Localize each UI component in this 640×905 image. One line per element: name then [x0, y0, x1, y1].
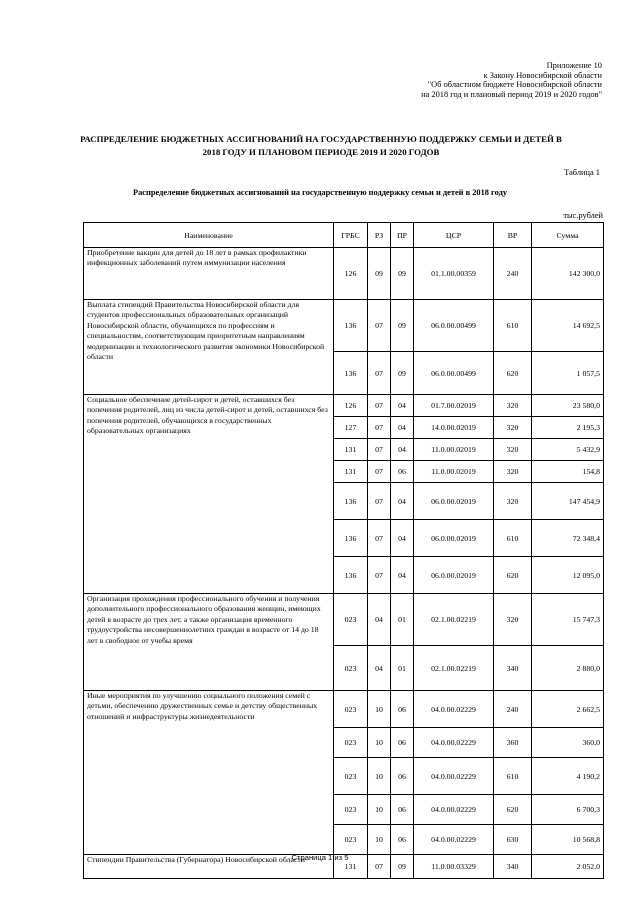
row-name: Социальное обеспечение детей-сирот и детей, оставшихся без попечения родителей, лиц из числа детей-сирот и детей, оставшихся без попечения родителей, обучающихся в государственных образовательных организациях: [84, 395, 334, 594]
cell-csr: 11.0.00.02019: [414, 461, 494, 483]
cell-csr: 04.0.00.02229: [414, 795, 494, 825]
row-name: Организация прохождения профессионального обучения и получения дополнительного профессионального образования женщин, имеющих детей в возрасте до трех лет, а также организация временного трудоустройства несовершеннолетних граждан в возрасте от 14 до 18 лет в свободное от учебы время: [84, 594, 334, 691]
cell-vr: 610: [494, 520, 532, 557]
cell-vr: 630: [494, 825, 532, 855]
cell-grbs: 136: [334, 352, 368, 395]
cell-grbs: 126: [334, 395, 368, 417]
cell-vr: 320: [494, 395, 532, 417]
cell-csr: 04.0.00.02229: [414, 728, 494, 758]
table-row: [84, 248, 604, 300]
header-sum: Сумма: [532, 223, 604, 248]
cell-csr: 04.0.00.02229: [414, 758, 494, 795]
cell-csr: 06.0.00.02019: [414, 557, 494, 594]
cell-sum: 142 300,0: [532, 248, 604, 300]
cell-rz: 07: [368, 300, 391, 352]
cell-rz: 07: [368, 557, 391, 594]
table-label: Таблица 1: [564, 168, 600, 177]
cell-grbs: 136: [334, 520, 368, 557]
cell-sum: 154,8: [532, 461, 604, 483]
cell-rz: 07: [368, 483, 391, 520]
row-name: Выплата стипендий Правительства Новосибирской области для студентов профессиональных образовательных организаций Новосибирской области, обучающихся по профессиям и специальностям, соответствующим приоритетным направлениям модернизации и технологического развития экономики Новосибирской области: [84, 300, 334, 395]
cell-csr: 02.1.00.02219: [414, 646, 494, 691]
cell-pr: 01: [391, 646, 414, 691]
cell-grbs: 136: [334, 300, 368, 352]
cell-sum: 2 880,0: [532, 646, 604, 691]
cell-pr: 04: [391, 520, 414, 557]
cell-vr: 320: [494, 417, 532, 439]
cell-vr: 320: [494, 461, 532, 483]
document-title: РАСПРЕДЕЛЕНИЕ БЮДЖЕТНЫХ АССИГНОВАНИЙ НА ГОСУДАРСТВЕННУЮ ПОДДЕРЖКУ СЕМЬИ И ДЕТЕЙ В 2018 ГОДУ И ПЛАНОВОМ ПЕРИОДЕ 2019 И 2020 ГОДОВ: [80, 134, 562, 157]
cell-sum: 2 052,0: [532, 855, 604, 879]
cell-grbs: 136: [334, 557, 368, 594]
header-vr: ВР: [494, 223, 532, 248]
cell-pr: 04: [391, 439, 414, 461]
cell-pr: 04: [391, 557, 414, 594]
cell-vr: 340: [494, 855, 532, 879]
cell-vr: 620: [494, 352, 532, 395]
cell-rz: 09: [368, 248, 391, 300]
cell-grbs: 023: [334, 594, 368, 646]
cell-grbs: 131: [334, 439, 368, 461]
cell-pr: 06: [391, 728, 414, 758]
cell-csr: 01.7.00.02019: [414, 395, 494, 417]
cell-vr: 620: [494, 557, 532, 594]
row-name: Приобретение вакцин для детей до 18 лет в рамках профилактики инфекционных заболеваний путем иммунизации населения: [84, 248, 334, 300]
cell-rz: 04: [368, 594, 391, 646]
appendix-line: Приложение 10: [546, 61, 602, 70]
cell-sum: 6 700,3: [532, 795, 604, 825]
cell-csr: 14.0.00.02019: [414, 417, 494, 439]
cell-csr: 11.0.00.02019: [414, 439, 494, 461]
header-rz: РЗ: [368, 223, 391, 248]
cell-rz: 07: [368, 417, 391, 439]
cell-pr: 04: [391, 395, 414, 417]
cell-sum: 14 692,5: [532, 300, 604, 352]
cell-rz: 07: [368, 461, 391, 483]
cell-rz: 07: [368, 395, 391, 417]
cell-grbs: 127: [334, 417, 368, 439]
cell-rz: 07: [368, 352, 391, 395]
cell-pr: 06: [391, 758, 414, 795]
cell-vr: 320: [494, 483, 532, 520]
cell-sum: 2 662,5: [532, 691, 604, 728]
units-label: тыс.рублей: [563, 211, 603, 220]
cell-vr: 320: [494, 594, 532, 646]
cell-pr: 01: [391, 594, 414, 646]
table-row: [84, 691, 604, 728]
cell-rz: 10: [368, 758, 391, 795]
cell-grbs: 023: [334, 691, 368, 728]
cell-vr: 340: [494, 646, 532, 691]
cell-pr: 04: [391, 483, 414, 520]
cell-rz: 10: [368, 795, 391, 825]
page-footer: Страница 1 из 5: [291, 853, 349, 862]
cell-grbs: 023: [334, 825, 368, 855]
appendix-line: "Об областном бюджете Новосибирской области: [427, 80, 602, 90]
cell-grbs: 023: [334, 795, 368, 825]
cell-csr: 06.0.00.00499: [414, 352, 494, 395]
cell-pr: 09: [391, 300, 414, 352]
cell-rz: 04: [368, 646, 391, 691]
cell-sum: 360,0: [532, 728, 604, 758]
cell-vr: 610: [494, 300, 532, 352]
cell-pr: 04: [391, 417, 414, 439]
cell-csr: 06.0.00.02019: [414, 520, 494, 557]
cell-pr: 06: [391, 461, 414, 483]
cell-sum: 2 195,3: [532, 417, 604, 439]
header-grbs: ГРБС: [334, 223, 368, 248]
cell-grbs: 131: [334, 855, 368, 879]
row-name: Иные мероприятия по улучшению социального положения семей с детьми, обеспечению дружественных семье и детству общественных отношений и инфраструктуры жизнедеятельности: [84, 691, 334, 855]
cell-grbs: 126: [334, 248, 368, 300]
cell-rz: 10: [368, 691, 391, 728]
cell-vr: 360: [494, 728, 532, 758]
cell-csr: 01.1.00.00359: [414, 248, 494, 300]
cell-sum: 4 190,2: [532, 758, 604, 795]
cell-pr: 09: [391, 855, 414, 879]
cell-sum: 10 568,8: [532, 825, 604, 855]
table-row: [84, 395, 604, 417]
cell-grbs: 023: [334, 758, 368, 795]
cell-vr: 240: [494, 248, 532, 300]
cell-sum: 15 747,3: [532, 594, 604, 646]
header-csr: ЦСР: [414, 223, 494, 248]
cell-rz: 07: [368, 439, 391, 461]
cell-sum: 5 432,9: [532, 439, 604, 461]
table-row: [84, 300, 604, 352]
cell-grbs: 023: [334, 728, 368, 758]
table-body: [84, 248, 604, 879]
cell-csr: 04.0.00.02229: [414, 691, 494, 728]
cell-pr: 06: [391, 825, 414, 855]
cell-pr: 09: [391, 248, 414, 300]
table-header-row: [84, 223, 604, 248]
cell-grbs: 131: [334, 461, 368, 483]
cell-grbs: 023: [334, 646, 368, 691]
header-pr: ПР: [391, 223, 414, 248]
cell-csr: 06.0.00.00499: [414, 300, 494, 352]
table-row: [84, 594, 604, 646]
cell-csr: 11.0.00.03329: [414, 855, 494, 879]
appendix-block: [421, 61, 602, 99]
cell-sum: 23 580,0: [532, 395, 604, 417]
cell-rz: 10: [368, 728, 391, 758]
appendix-line: к Закону Новосибирской области: [483, 70, 602, 80]
cell-vr: 320: [494, 439, 532, 461]
table-subtitle: Распределение бюджетных ассигнований на государственную поддержку семьи и детей в 2018 году: [132, 188, 508, 197]
cell-csr: 06.0.00.02019: [414, 483, 494, 520]
cell-vr: 620: [494, 795, 532, 825]
cell-sum: 147 454,9: [532, 483, 604, 520]
cell-csr: 02.1.00.02219: [414, 594, 494, 646]
cell-rz: 10: [368, 825, 391, 855]
row-name: Стипендии Правительства (Губернатора) Новосибирской области: [84, 855, 334, 879]
cell-pr: 06: [391, 795, 414, 825]
cell-pr: 06: [391, 691, 414, 728]
cell-csr: 04.0.00.02229: [414, 825, 494, 855]
cell-sum: 72 348,4: [532, 520, 604, 557]
cell-vr: 610: [494, 758, 532, 795]
header-name: Наименование: [84, 223, 334, 248]
cell-sum: 1 057,5: [532, 352, 604, 395]
cell-vr: 240: [494, 691, 532, 728]
cell-rz: 07: [368, 520, 391, 557]
cell-sum: 12 095,0: [532, 557, 604, 594]
cell-rz: 07: [368, 855, 391, 879]
appendix-line: на 2018 год и плановый период 2019 и 2020 годов": [421, 89, 602, 99]
budget-table: [83, 222, 604, 879]
cell-grbs: 136: [334, 483, 368, 520]
cell-pr: 09: [391, 352, 414, 395]
